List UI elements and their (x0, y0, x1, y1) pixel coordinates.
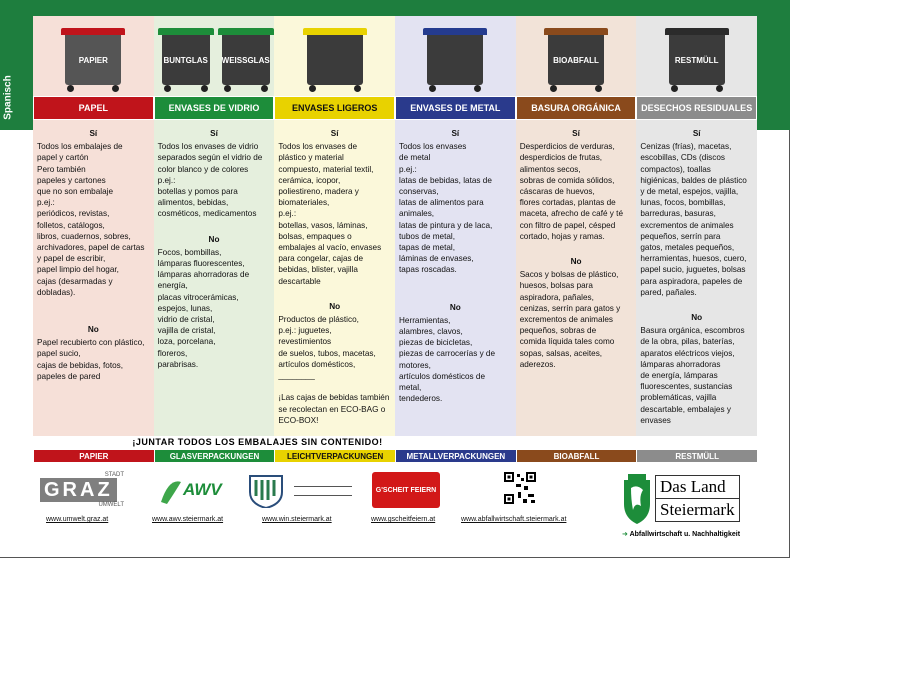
bin-label: BIOABFALL (548, 35, 604, 85)
german-category-label: GLASVERPACKUNGEN (154, 450, 275, 462)
german-category-label: BIOABFALL (516, 450, 637, 462)
waste-column (33, 16, 154, 436)
waste-column (395, 16, 516, 436)
item-list: Todos los envases de vidrio separados según el vidrio de color blanco y de colores p.ej.: botellas y pomos para alimentos, bebidas, cosméticos, medicamentos (157, 142, 263, 219)
win-shield-icon (248, 472, 284, 508)
bin-image (636, 16, 757, 96)
awv-url[interactable]: www.awv.steiermark.at (152, 516, 224, 523)
item-list: Productos de plástico, p.ej.: juguetes, revestimientos de suelos, tubos, macetas, artículos domésticos, ________ ¡Las cajas de bebidas también se recolectan en ECO-BAG o ECO-BOX! (278, 315, 390, 425)
bin-image (395, 16, 516, 96)
item-list: Focos, bombillas, lámparas fluorescentes, lámparas ahorradoras de energía, placas vitrocerámicas, espejos, lunas, vidrio de cristal, vajilla de cristal, loza, porcelana, floreros, parabrisas. (157, 247, 250, 369)
bin-label: PAPIER (65, 35, 121, 85)
qr-code[interactable] (504, 472, 536, 509)
category-description (274, 120, 395, 426)
language-label: Spanisch (2, 75, 14, 120)
yes-no-heading: Sí (572, 129, 580, 138)
category-description (395, 120, 516, 404)
yes-no-heading: No (329, 301, 341, 311)
bin-label: RESTMÜLL (669, 35, 725, 85)
german-category-row (33, 450, 757, 462)
graz-logo-text: GRAZ (40, 478, 117, 502)
waste-bin-icon (158, 28, 214, 92)
gscheit-feiern-logo: G'SCHEIT FEIERN (372, 472, 440, 508)
german-category-label: METALLVERPACKUNGEN (395, 450, 516, 462)
panther-crest-icon (622, 474, 652, 524)
yes-no-heading: Sí (89, 129, 98, 138)
item-list: Desperdicios de verduras, desperdicios de frutas, alimentos secos, sobras de comida sólidos, cáscaras de huevos, flores cortadas, plantas de maceta, afrecho de café y té con filtro de papel, césped cortado, hojas y ramas. (519, 142, 623, 241)
waste-column (636, 16, 757, 436)
yes-no-heading: Sí (692, 129, 701, 138)
german-category-label: PAPIER (33, 450, 154, 462)
waste-bin-icon (218, 28, 274, 92)
waste-column (274, 16, 395, 436)
bin-image (154, 16, 275, 96)
bin-label (427, 35, 483, 85)
bin-label (307, 35, 363, 85)
yes-no-heading: No (87, 325, 99, 335)
yes-no-heading: No (449, 302, 461, 312)
awv-logo: AWV (155, 472, 227, 517)
item-list: Todos los envases de metal p.ej.: latas de bebidas, latas de conservas, latas de alimentos para animales, latas de pintura y de laca, tubos de metal, tapas de metal, láminas de envases, tapas roscadas. (399, 142, 493, 275)
bin-image (274, 16, 395, 96)
category-header: DESECHOS RESIDUALES (636, 96, 757, 120)
bin-label: WEISSGLAS (222, 35, 270, 85)
german-category-label: RESTMÜLL (636, 450, 757, 462)
item-list: Papel recubierto con plástico, papel sucio, cajas de bebidas, fotos, papeles de pared (37, 338, 145, 381)
waste-bin-icon (423, 28, 487, 92)
graz-logo: STADT GRAZ UMWELT (40, 472, 124, 508)
category-header: ENVASES DE METAL (395, 96, 516, 120)
department-subline: ➜ Abfallwirtschaft u. Nachhaltigkeit (622, 531, 741, 538)
yes-no-heading: No (691, 313, 703, 323)
land-steiermark-title: Das Land Steiermark (655, 475, 740, 522)
category-header: ENVASES LIGEROS (274, 96, 395, 120)
steiermark-crest (622, 474, 652, 529)
bin-image (33, 16, 154, 96)
win-logo (248, 472, 284, 513)
category-header: ENVASES DE VIDRIO (154, 96, 275, 120)
item-list: Sacos y bolsas de plástico, huesos, bolsas para aspiradora, pañales, cenizas, serrín para gatos y excrementos de animales pequeños, sobras de comida líquida tales como sopas, salsas, aceites, aderezos. (519, 270, 621, 369)
category-header: PAPEL (33, 96, 154, 120)
item-list: Todos los envases de plástico y material compuesto, material textil, cerámica, icopor, poliestireno, madera y biomateriales, p.ej.: botellas, vasos, láminas, bolsas, empaques o embalajes al vacío, envases para congelar, cajas de bebidas, blister, vajilla descartable (278, 142, 382, 286)
waste-bin-icon (665, 28, 729, 92)
category-description (636, 120, 757, 426)
waste-bin-icon (61, 28, 125, 92)
bin-image (516, 16, 637, 96)
item-list: Todos los embalajes de papel y cartón Pero también papeles y cartones que no son embalaje p.ej.: periódicos, revistas, folletos, catálogos, libros, cuadernos, sobres, archivadores, papel de cartas y papel de escribir, papel limpio del hogar, cajas (desarmadas y dobladas). (37, 142, 145, 297)
item-list: Basura orgánica, escombros de la obra, pilas, baterías, aparatos eléctricos viejos, lámparas ahorradoras de energía, lámparas fluorescentes, sustancias problemáticas, vajilla descartable, embalajes y envases (640, 326, 745, 425)
waste-bin-icon (303, 28, 367, 92)
category-description (154, 120, 275, 370)
category-header: BASURA ORGÁNICA (516, 96, 637, 120)
category-description (516, 120, 637, 370)
yes-no-heading: No (570, 257, 582, 267)
yes-no-heading: Sí (330, 129, 339, 138)
waste-column (154, 16, 275, 436)
item-list: Cenizas (frías), macetas, escobillas, CDs (discos compactos), toallas higiénicas, baldes de plástico y de metal, espejos, vajilla, lunas, focos, bombillas, barreduras, basuras, excrementos de animales pequeños, serrín para gatos, metales pequeños, herramientas, huesos, cuero, papel sucio, juguetes, bolsas para aspiradora, papeles de pared, pañales. (640, 142, 747, 297)
yes-no-heading: No (208, 234, 220, 244)
german-category-label: LEICHTVERPACKUNGEN (274, 450, 395, 462)
item-list: Herramientas, alambres, clavos, piezas de bicicletas, piezas de carrocerías y de motores, artículos domésticos de metal, tendederos. (399, 315, 496, 404)
arrow-right-icon: ➜ (622, 531, 628, 538)
juntar-notice: ¡JUNTAR TODOS LOS EMBALAJES SIN CONTENIDO! (132, 437, 383, 447)
win-url[interactable]: www.win.steiermark.at (262, 516, 332, 523)
waste-columns (33, 16, 757, 436)
abfall-url[interactable]: www.abfallwirtschaft.steiermark.at (461, 516, 567, 523)
category-description (33, 120, 154, 382)
bin-label: BUNTGLAS (162, 35, 210, 85)
yes-no-heading: Sí (451, 129, 460, 138)
graz-url[interactable]: www.umwelt.graz.at (46, 516, 109, 523)
qr-code-icon (504, 472, 536, 504)
yes-no-heading: Sí (210, 129, 218, 138)
waste-bin-icon (544, 28, 608, 92)
gscheit-url[interactable]: www.gscheitfeiern.at (371, 516, 436, 523)
waste-column (516, 16, 637, 436)
